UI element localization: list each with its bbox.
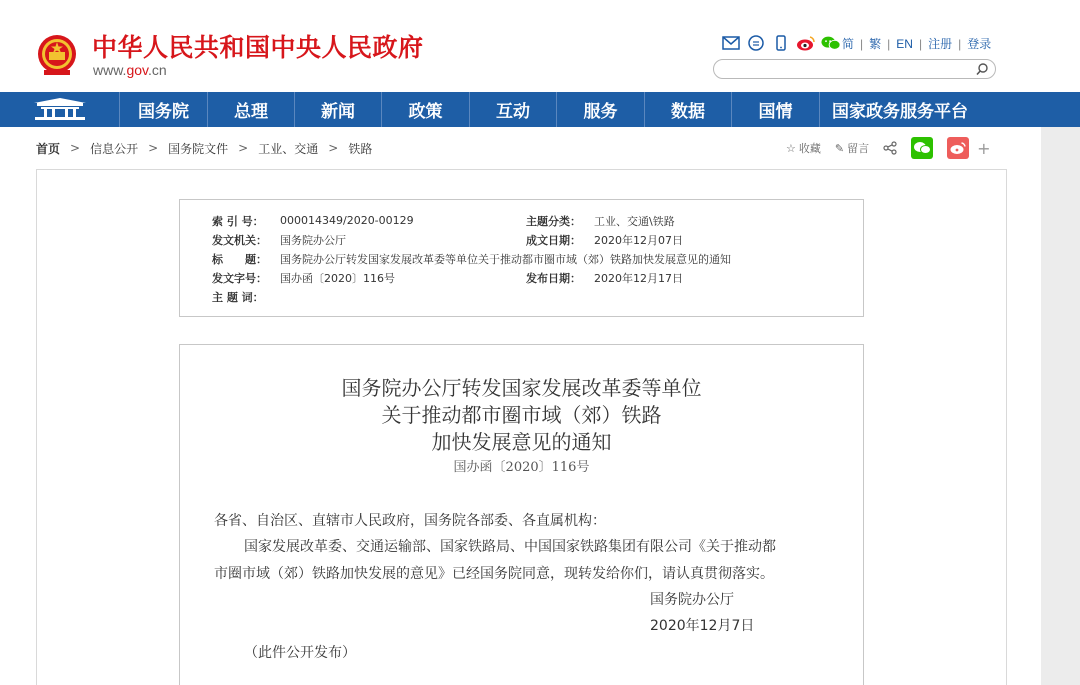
breadcrumb <box>36 138 372 158</box>
breadcrumb-home[interactable]: 首页 <box>36 141 61 156</box>
language-links <box>842 35 991 52</box>
separator: | <box>958 36 962 51</box>
separator: | <box>887 36 891 51</box>
mobile-icon[interactable] <box>771 34 791 52</box>
breadcrumb-industry-transport[interactable]: 工业、交通 <box>258 141 319 156</box>
category-label: 主题分类： <box>526 214 581 228</box>
wechat-icon[interactable] <box>821 34 841 52</box>
favorite-button[interactable] <box>786 140 821 156</box>
nav-item-interaction[interactable]: 互动 <box>470 92 557 127</box>
chevron-right-icon: > <box>328 141 339 155</box>
info-row-index <box>212 211 414 230</box>
nav-home-icon[interactable] <box>0 92 120 127</box>
document-title-line-1: 国务院办公厅转发国家发展改革委等单位 <box>341 376 702 400</box>
page-side-strip <box>1041 127 1080 685</box>
share-bar <box>786 136 991 160</box>
comment-button[interactable] <box>835 140 869 156</box>
search-input[interactable] <box>713 59 996 79</box>
info-row-issuer <box>212 230 346 249</box>
pencil-icon: ✎ <box>834 141 845 155</box>
info-row-keywords <box>212 287 280 306</box>
document-title-line-2: 关于推动都市圈市域（郊）铁路 <box>381 403 662 427</box>
more-share-icon[interactable]: + <box>977 138 991 158</box>
lang-traditional-link[interactable]: 繁 <box>869 37 882 51</box>
lang-english-link[interactable]: EN <box>896 36 913 51</box>
favorite-label: 收藏 <box>798 142 821 155</box>
nav-item-gov-service-platform[interactable]: 国家政务服务平台 <box>832 102 968 122</box>
nav-item-data[interactable]: 数据 <box>645 92 732 127</box>
share-icon[interactable] <box>883 141 897 155</box>
nav-item-services[interactable]: 服务 <box>557 92 645 127</box>
weibo-share-icon[interactable] <box>947 137 969 159</box>
separator: | <box>860 36 864 51</box>
nav-item-policy[interactable]: 政策 <box>382 92 470 127</box>
keywords-label: 主 题 词： <box>212 290 264 304</box>
document-title-line-3: 加快发展意见的通知 <box>431 430 612 454</box>
site-title[interactable]: 中华人民共和国中央人民政府 <box>92 33 424 62</box>
nav-item-news[interactable]: 新闻 <box>295 92 382 127</box>
category-value: 工业、交通\铁路 <box>594 214 675 228</box>
nav-item-state-council[interactable]: 国务院 <box>120 92 208 127</box>
title-value: 国务院办公厅转发国家发展改革委等单位关于推动都市圈市域（郊）铁路加快发展意见的通知 <box>280 252 731 266</box>
site-header <box>0 0 1080 92</box>
doc-no-value: 国办函〔2020〕116号 <box>280 271 395 285</box>
weibo-icon[interactable] <box>796 34 816 52</box>
chat-bubble-icon[interactable] <box>746 34 766 52</box>
national-emblem-icon[interactable] <box>36 33 78 77</box>
comment-label: 留言 <box>847 142 870 155</box>
mail-icon[interactable] <box>721 34 741 52</box>
info-row-written-date <box>526 230 683 249</box>
chevron-right-icon: > <box>70 141 81 155</box>
issuer-label: 发文机关： <box>212 233 267 247</box>
star-icon: ☆ <box>786 141 796 155</box>
chevron-right-icon: > <box>148 141 159 155</box>
info-row-publish-date <box>526 268 683 287</box>
register-link[interactable]: 注册 <box>928 37 953 51</box>
document-date: 2020年12月7日 <box>650 618 755 634</box>
document-body <box>179 344 864 685</box>
document-signer: 国务院办公厅 <box>650 592 734 608</box>
written-date-label: 成文日期： <box>526 233 581 247</box>
issuer-value: 国务院办公厅 <box>280 233 346 247</box>
site-url-domain: gov <box>126 62 148 78</box>
site-url[interactable] <box>93 62 167 78</box>
search-icon[interactable] <box>975 62 989 76</box>
nav-item-national-info[interactable]: 国情 <box>732 92 820 127</box>
breadcrumb-state-council-documents[interactable]: 国务院文件 <box>168 141 229 156</box>
document-number: 国办函〔2020〕116号 <box>453 460 590 475</box>
written-date-value: 2020年12月07日 <box>594 233 683 247</box>
chevron-right-icon: > <box>238 141 249 155</box>
lang-simplified-link[interactable]: 简 <box>842 37 855 51</box>
document-publish-note: （此件公开发布） <box>244 645 356 661</box>
title-label: 标 题： <box>212 252 267 266</box>
site-url-prefix: www. <box>93 62 127 78</box>
info-row-doc-no <box>212 268 395 287</box>
info-row-title <box>212 249 731 268</box>
doc-no-label: 发文字号： <box>212 271 267 285</box>
publish-date-label: 发布日期： <box>526 271 581 285</box>
main-nav <box>0 92 1080 127</box>
nav-item-premier[interactable]: 总理 <box>208 92 295 127</box>
breadcrumb-railway[interactable]: 铁路 <box>348 141 373 156</box>
separator: | <box>918 36 923 51</box>
breadcrumb-info-disclosure[interactable]: 信息公开 <box>90 141 139 156</box>
tool-icons <box>721 33 841 53</box>
wechat-share-icon[interactable] <box>911 137 933 159</box>
document-salutation: 各省、自治区、直辖市人民政府，国务院各部委、各直属机构： <box>214 513 606 529</box>
document-info-table <box>179 199 864 317</box>
index-no-value: 000014349/2020-00129 <box>280 214 414 227</box>
publish-date-value: 2020年12月17日 <box>594 271 683 285</box>
site-url-suffix: .cn <box>148 62 167 78</box>
content-container <box>36 169 1007 685</box>
login-link[interactable]: 登录 <box>967 37 992 51</box>
info-row-category <box>526 211 675 230</box>
document-body-line-1: 国家发展改革委、交通运输部、国家铁路局、中国国家铁路集团有限公司《关于推动都 <box>244 539 776 555</box>
document-body-line-2: 市圈市域（郊）铁路加快发展的意见》已经国务院同意，现转发给你们，请认真贯彻落实。 <box>214 566 774 582</box>
index-no-label: 索 引 号： <box>212 214 264 228</box>
